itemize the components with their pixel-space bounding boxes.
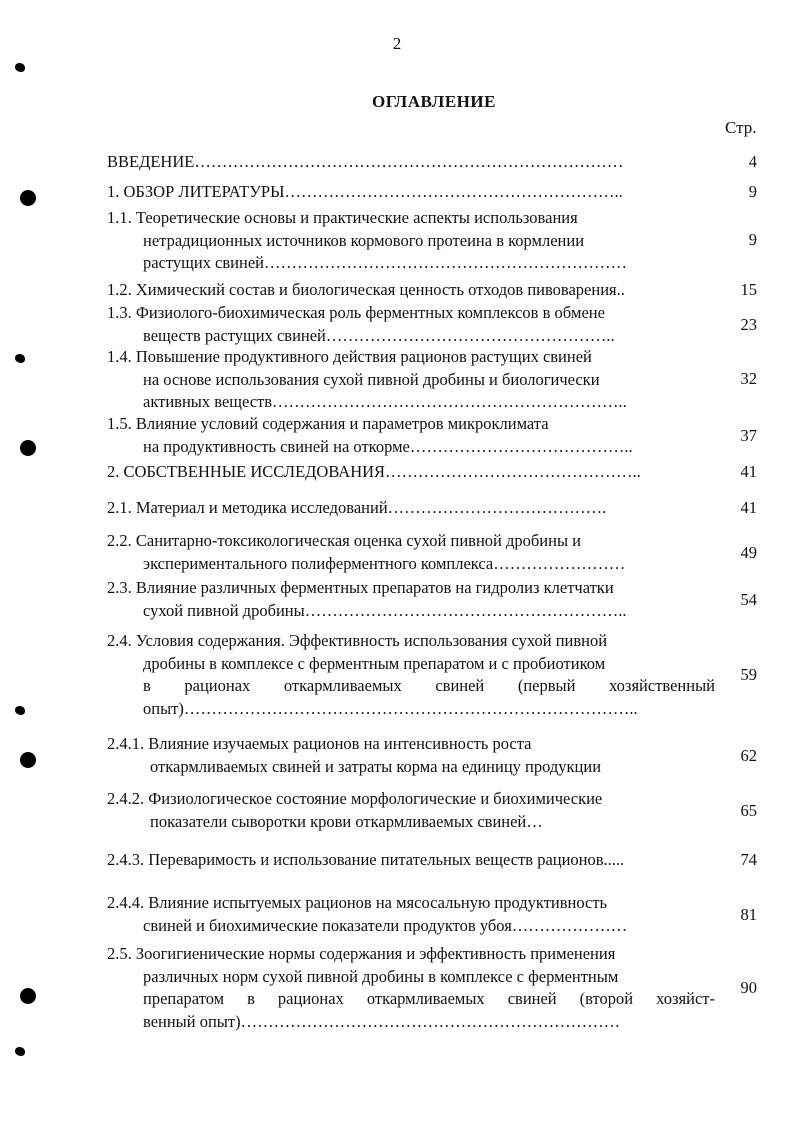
toc-page-number: 4 xyxy=(748,152,757,171)
toc-title: ОГЛАВЛЕНИЕ xyxy=(372,92,496,111)
toc-entry-text xyxy=(107,733,715,778)
toc-line: различных норм сухой пивной дробины в комплексе с ферментным xyxy=(143,966,619,986)
punch-hole xyxy=(20,190,36,206)
toc-entry-text xyxy=(107,577,715,622)
toc-line: свиней и биохимические показатели продуктов убоя………………… xyxy=(143,915,628,935)
toc-line: опыт)……………………………………………………………………….. xyxy=(143,698,638,718)
toc-line: 2.1. Материал и методика исследований…………………………………. xyxy=(107,498,607,517)
toc-entry-text xyxy=(107,413,715,458)
toc-page-number: 49 xyxy=(740,543,757,562)
toc-line: 2.3. Влияние различных ферментных препаратов на гидролиз клетчатки xyxy=(107,578,614,597)
toc-entry-text xyxy=(107,151,715,174)
toc-entry-text xyxy=(107,461,715,484)
toc-entry-text xyxy=(107,788,715,833)
toc-line: 2.5. Зоогигиенические нормы содержания и эффективность применения xyxy=(107,944,616,963)
toc-page-number: 32 xyxy=(740,369,757,388)
toc-line: в рационах откармливаемых свиней (первый хозяйственный xyxy=(143,676,715,695)
toc-line: показатели сыворотки крови откармливаемых свиней… xyxy=(150,811,543,831)
toc-entry-text xyxy=(107,181,715,204)
toc-page-number: 41 xyxy=(740,498,757,517)
toc-line: сухой пивной дробины………………………………………………….. xyxy=(143,600,627,620)
punch-hole xyxy=(20,988,36,1004)
toc-line: дробины в комплексе с ферментным препаратом и с пробиотиком xyxy=(143,653,606,673)
toc-line: ВВЕДЕНИЕ…………………………………………………………………… xyxy=(107,152,624,171)
punch-hole xyxy=(20,752,36,768)
toc-entry-text xyxy=(107,892,715,937)
toc-line: 1. ОБЗОР ЛИТЕРАТУРЫ…………………………………………………….. xyxy=(107,182,623,201)
toc-entry-text xyxy=(107,497,715,520)
toc-page-number: 9 xyxy=(748,230,757,249)
scan-speck xyxy=(15,354,25,363)
toc-entry-text xyxy=(107,530,715,575)
toc-page-number: 23 xyxy=(740,315,757,334)
toc-page-number: 59 xyxy=(740,665,757,684)
toc-entry-text xyxy=(107,302,715,347)
toc-page-number: 41 xyxy=(740,462,757,481)
toc-line: на продуктивность свиней на откорме………………………………….. xyxy=(143,436,633,456)
toc-line: 1.5. Влияние условий содержания и параметров микроклимата xyxy=(107,414,549,433)
toc-line: 2.4. Условия содержания. Эффективность использования сухой пивной xyxy=(107,631,608,650)
toc-entry-text xyxy=(107,346,715,414)
toc-entry-text xyxy=(107,207,715,275)
toc-line: 2.2. Санитарно-токсикологическая оценка сухой пивной дробины и xyxy=(107,531,581,550)
scan-speck xyxy=(15,706,25,715)
toc-line: веществ растущих свиней…………………………………………….. xyxy=(143,325,615,345)
toc-line: 1.2. Химический состав и биологическая ценность отходов пивоварения.. xyxy=(107,280,625,299)
toc-line: откармливаемых свиней и затраты корма на единицу продукции xyxy=(150,756,602,776)
toc-line: 2.4.3. Переваримость и использование питательных веществ рационов..... xyxy=(107,850,625,869)
toc-page-number: 90 xyxy=(740,978,757,997)
toc-line: венный опыт)…………………………………………………………… xyxy=(143,1011,621,1031)
scan-speck xyxy=(15,1047,25,1056)
page-column-label: Стр. xyxy=(725,118,757,137)
toc-line: 1.4. Повышение продуктивного действия рационов растущих свиней xyxy=(107,347,592,366)
toc-line: экспериментального полиферментного комплекса…………………… xyxy=(143,553,626,573)
toc-line: растущих свиней………………………………………………………… xyxy=(143,253,627,272)
toc-line: 1.3. Физиолого-биохимическая роль ферментных комплексов в обмене xyxy=(107,303,605,322)
page-number: 2 xyxy=(392,34,402,53)
toc-line: препаратом в рационах откармливаемых свиней (второй хозяйст- xyxy=(143,989,715,1008)
toc-line: активных веществ……………………………………………………….. xyxy=(143,392,627,411)
toc-page-number: 15 xyxy=(740,280,757,299)
toc-line: 2.4.2. Физиологическое состояние морфологические и биохимические xyxy=(107,789,603,808)
toc-line: 2.4.4. Влияние испытуемых рационов на мясосальную продуктивность xyxy=(107,893,608,912)
toc-line: 2. СОБСТВЕННЫЕ ИССЛЕДОВАНИЯ……………………………………….. xyxy=(107,462,641,481)
toc-entry-text xyxy=(107,943,715,1033)
toc-line: нетрадиционных источников кормового протеина в кормлении xyxy=(143,230,585,250)
toc-page-number: 9 xyxy=(748,182,757,201)
toc-entry-text xyxy=(107,849,715,872)
scan-speck xyxy=(15,63,25,72)
punch-hole xyxy=(20,440,36,456)
toc-page-number: 74 xyxy=(740,850,757,869)
toc-page-number: 81 xyxy=(740,905,757,924)
toc-page-number: 37 xyxy=(740,426,757,445)
toc-entry-text xyxy=(107,279,715,302)
toc-line: 2.4.1. Влияние изучаемых рационов на интенсивность роста xyxy=(107,734,532,753)
toc-entry-text xyxy=(107,630,715,720)
toc-page-number: 62 xyxy=(740,746,757,765)
toc-page-number: 65 xyxy=(740,801,757,820)
toc-line: 1.1. Теоретические основы и практические аспекты использования xyxy=(107,208,578,227)
toc-line: на основе использования сухой пивной дробины и биологически xyxy=(143,369,600,389)
toc-page-number: 54 xyxy=(740,590,757,609)
